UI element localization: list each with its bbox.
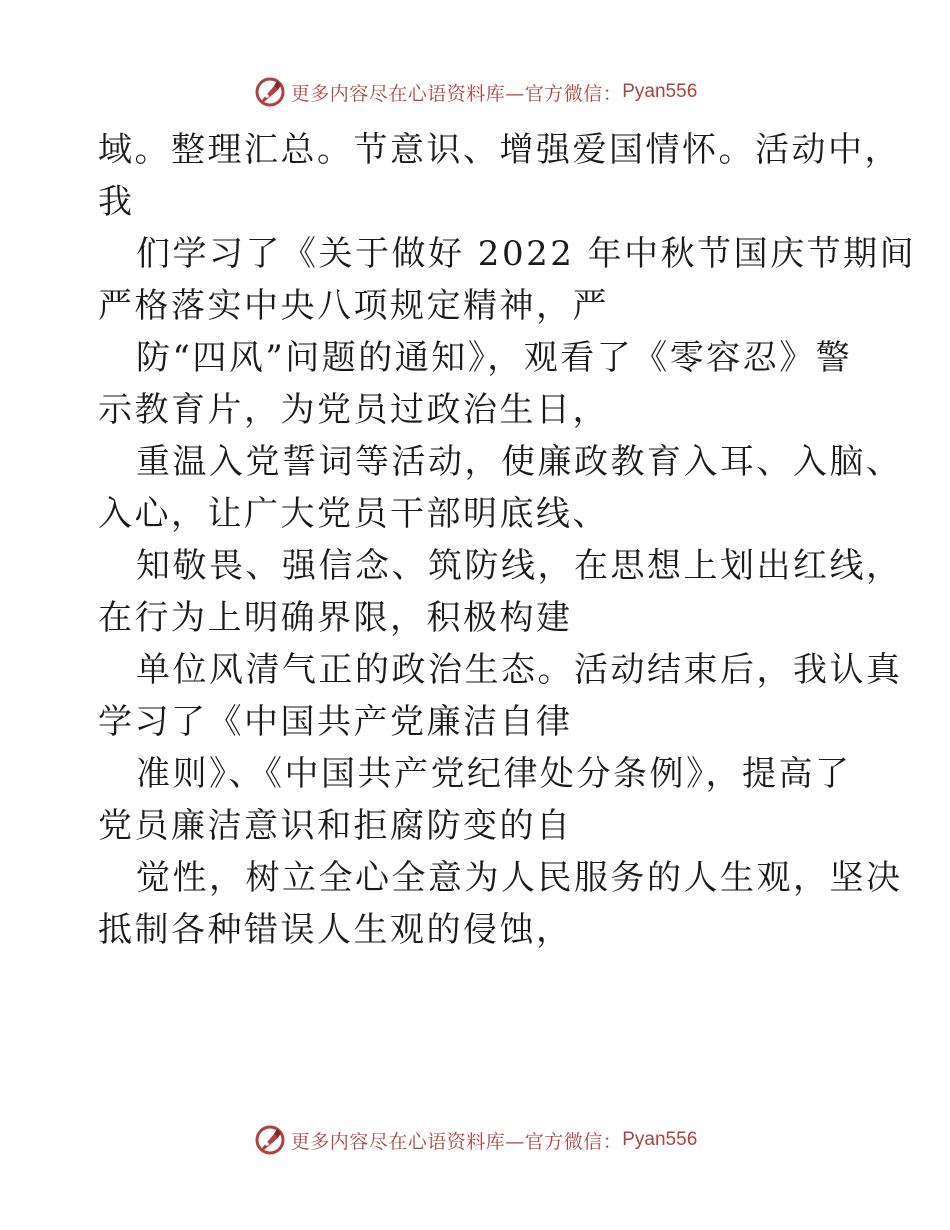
text-line: 防“四风”问题的通知》，观看了《零容忍》警 xyxy=(136,338,853,378)
text-line: 示教育片，为党员过政治生日， xyxy=(98,390,609,430)
text-line: 们学习了《关于做好 2022 年中秋节国庆节期间 xyxy=(136,234,917,274)
text-line: 入心，让广大党员干部明底线、 xyxy=(98,494,609,534)
document-body xyxy=(98,124,917,956)
text-line: 知敬畏、强信念、筑防线，在思想上划出红线， xyxy=(136,546,903,586)
text-line: 准则》、《中国共产党纪律处分条例》，提高了 xyxy=(136,754,852,794)
text-line: 抵制各种错误人生观的侵蚀， xyxy=(98,910,573,950)
text-line: 重温入党誓词等活动，使廉政教育入耳、入脑、 xyxy=(136,442,903,482)
text-line: 学习了《中国共产党廉洁自律 xyxy=(98,702,573,742)
text-line: 单位风清气正的政治生态。活动结束后，我认真 xyxy=(136,650,903,690)
text-line: 在行为上明确界限，积极构建 xyxy=(98,598,573,638)
text-line: 党员廉洁意识和拒腐防变的自 xyxy=(98,806,573,846)
footer-banner xyxy=(0,1120,950,1160)
pen-nib-logo-icon xyxy=(253,1123,287,1157)
text-line: 严格落实中央八项规定精神，严 xyxy=(98,286,609,326)
header-banner-text: 更多内容尽在心语资料库—官方微信： xyxy=(290,82,623,105)
header-banner xyxy=(0,72,950,112)
text-line: 觉性，树立全心全意为人民服务的人生观，坚决 xyxy=(136,858,903,898)
header-wechat-id: Pyan556 xyxy=(622,81,698,102)
text-line: 我 xyxy=(98,182,135,222)
pen-nib-logo-icon xyxy=(253,75,287,109)
footer-banner-text: 更多内容尽在心语资料库—官方微信： xyxy=(290,1130,623,1153)
footer-wechat-id: Pyan556 xyxy=(622,1129,698,1150)
text-line: 域。整理汇总。节意识、增强爱国情怀。活动中， xyxy=(98,130,901,170)
